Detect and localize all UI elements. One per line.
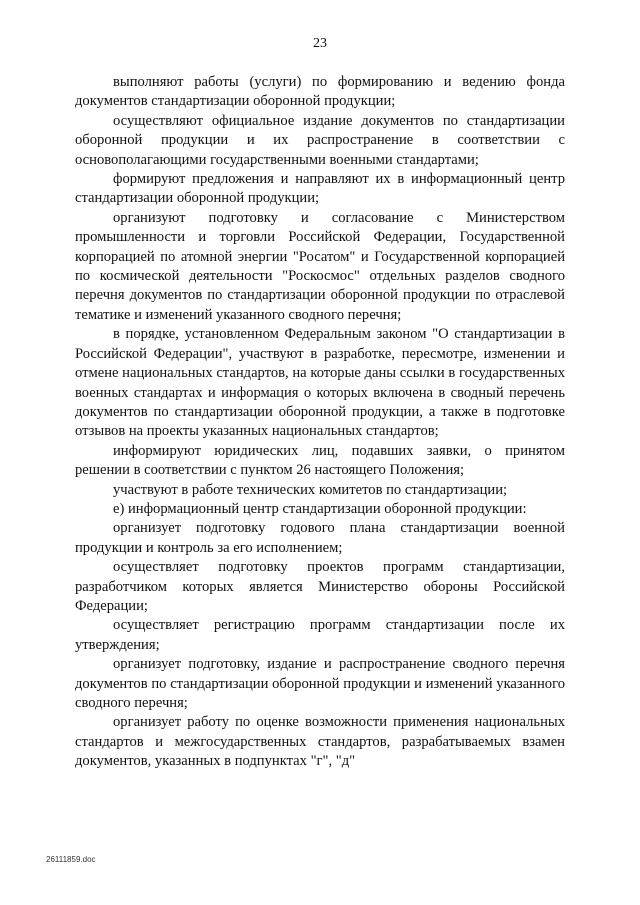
paragraph: осуществляют официальное издание документов по стандартизации оборонной продукции и их распространение в соответствии с основополагающими государственными военными стандартами; xyxy=(75,112,565,168)
document-body xyxy=(75,73,565,772)
paragraph: организует подготовку годового плана стандартизации военной продукции и контроль за его исполнением; xyxy=(75,520,565,556)
paragraph: осуществляет подготовку проектов программ стандартизации, разработчиком которых является Министерство обороны Российской Федерации; xyxy=(75,559,565,614)
paragraph: информируют юридических лиц, подавших заявки, о принятом решении в соответствии с пунктом 26 настоящего Положения; xyxy=(75,442,565,479)
page-number: 23 xyxy=(313,36,327,51)
paragraph: е) информационный центр стандартизации оборонной продукции: xyxy=(113,500,527,517)
paragraph: организуют подготовку и согласование с Министерством промышленности и торговли Российской Федерации, Государственной корпорацией по атомной энергии "Росатом" и Государственной корпорацией по космической деятельности "Роскосмос" отдельных разделов сводного перечня документов по стандартизации оборонной продукции по отраслевой тематике и изменений указанного сводного перечня; xyxy=(75,209,565,323)
paragraph: организует подготовку, издание и распространение сводного перечня документов по стандартизации оборонной продукции и изменений указанного сводного перечня; xyxy=(75,656,565,711)
paragraph: осуществляет регистрацию программ стандартизации после их утверждения; xyxy=(75,617,565,653)
paragraph: участвуют в работе технических комитетов по стандартизации; xyxy=(113,481,508,498)
paragraph: формируют предложения и направляют их в информационный центр стандартизации оборонной продукции; xyxy=(75,171,565,207)
paragraph: в порядке, установленном Федеральным законом "О стандартизации в Российской Федерации", участвуют в разработке, пересмотре, изменении и отмене национальных стандартов, на которые даны ссылки в государственных военных стандартах и информация о которых включена в сводный перечень документов по стандартизации оборонной продукции, а также в подготовке отзывов на проекты указанных национальных стандартов; xyxy=(75,326,565,440)
paragraph: организует работу по оценке возможности применения национальных стандартов и межгосударственных стандартов, разрабатываемых взамен документов, указанных в подпунктах "г", "д" xyxy=(75,714,565,770)
paragraph: выполняют работы (услуги) по формированию и ведению фонда документов стандартизации оборонной продукции; xyxy=(75,74,565,110)
footer-file-name: 26111859.doc xyxy=(46,855,96,864)
